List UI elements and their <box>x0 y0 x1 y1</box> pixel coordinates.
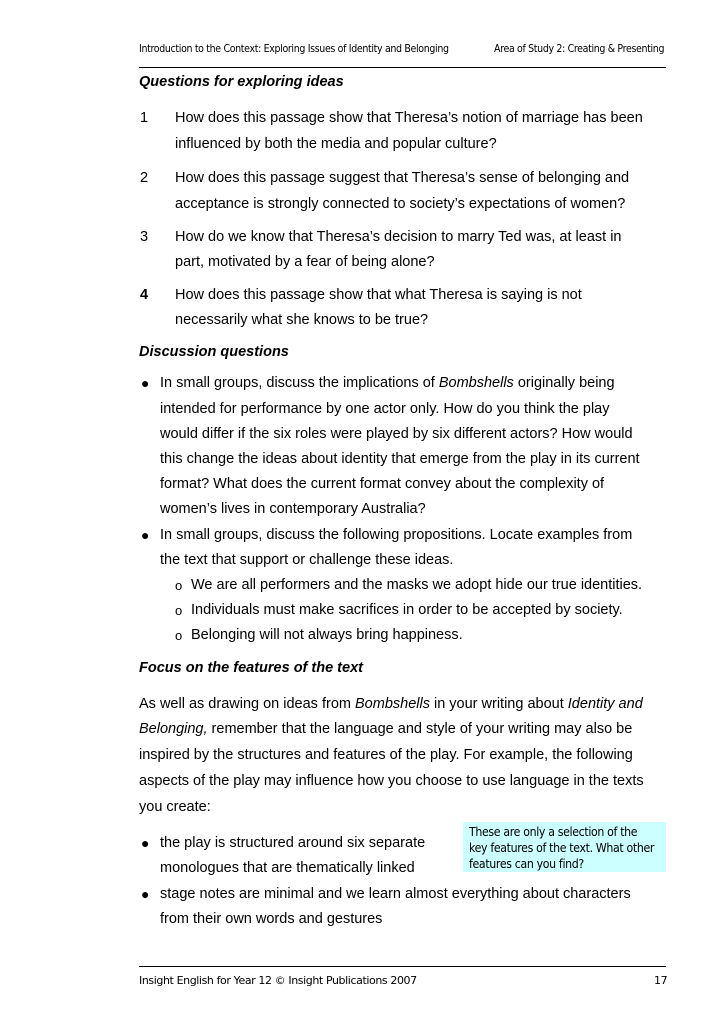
proposition: Belonging will not always bring happiness. <box>191 627 463 643</box>
question-text: necessarily what she knows to be true? <box>175 312 429 328</box>
discussion-item-1 <box>160 375 615 391</box>
discussion-heading: Discussion questions <box>139 344 289 360</box>
footer-rule <box>139 966 666 967</box>
discussion-line: format? What does the current format convey about the complexity of <box>160 476 605 492</box>
question-text: How does this passage show that Theresa’s notion of marriage has been <box>175 110 643 126</box>
bullet-icon: ● <box>141 835 150 851</box>
running-header-left: Introduction to the Context: Exploring Issues of Identity and Belonging <box>139 42 449 55</box>
discussion-line: this change the ideas about identity that emerge from the play in its current <box>160 451 640 467</box>
page-number: 17 <box>654 974 668 987</box>
features-paragraph-line <box>139 696 643 712</box>
bullet-icon: ● <box>141 527 150 543</box>
topic-title: Identity and <box>567 696 643 712</box>
text-run: in your writing about <box>429 696 568 712</box>
question-number: 3 <box>140 229 149 245</box>
header-rule <box>139 67 666 68</box>
topic-title: Belonging, <box>139 721 208 737</box>
play-title: Bombshells <box>355 696 430 712</box>
play-title: Bombshells <box>438 375 514 391</box>
question-number: 1 <box>140 110 149 126</box>
discussion-line: the text that support or challenge these ideas. <box>160 552 454 568</box>
circle-bullet-icon: o <box>175 578 183 593</box>
callout-line: features can you find? <box>469 856 584 871</box>
question-text: How does this passage show that what Theresa is saying is not <box>175 287 582 303</box>
feature-line: monologues that are thematically linked <box>160 860 415 876</box>
footer-copyright: Insight English for Year 12 © Insight Publications 2007 <box>139 974 417 987</box>
question-text: acceptance is strongly connected to society’s expectations of women? <box>175 196 626 212</box>
questions-heading: Questions for exploring ideas <box>139 74 344 90</box>
features-heading: Focus on the features of the text <box>139 660 363 676</box>
text-run: remember that the language and style of your writing may also be <box>207 721 633 737</box>
discussion-line: women’s lives in contemporary Australia? <box>160 501 426 517</box>
discussion-line: would differ if the six roles were played by six different actors? How would <box>160 426 633 442</box>
features-paragraph-line: inspired by the structures and features of the play. For example, the following <box>139 747 633 763</box>
circle-bullet-icon: o <box>175 628 183 643</box>
question-text: How do we know that Theresa’s decision to marry Ted was, at least in <box>175 229 622 245</box>
feature-item: the play is structured around six separate <box>160 835 426 851</box>
features-paragraph-line: you create: <box>139 799 211 815</box>
proposition: We are all performers and the masks we adopt hide our true identities. <box>191 577 643 593</box>
question-text: How does this passage suggest that Theresa’s sense of belonging and <box>175 170 630 186</box>
features-paragraph-line <box>139 721 632 737</box>
callout-line: These are only a selection of the <box>469 824 638 839</box>
discussion-line: intended for performance by one actor only. How do you think the play <box>160 401 610 417</box>
text-run: As well as drawing on ideas from <box>139 696 355 712</box>
running-header-right: Area of Study 2: Creating & Presenting <box>494 42 665 55</box>
text-run: In small groups, discuss the implications of <box>160 375 439 391</box>
callout-box <box>463 822 666 872</box>
proposition: Individuals must make sacrifices in order to be accepted by society. <box>191 602 623 618</box>
bullet-icon: ● <box>141 375 150 391</box>
bullet-icon: ● <box>141 886 150 902</box>
discussion-item-2: In small groups, discuss the following propositions. Locate examples from <box>160 527 633 543</box>
features-paragraph-line: aspects of the play may influence how you choose to use language in the texts <box>139 773 644 789</box>
question-text: part, motivated by a fear of being alone? <box>175 254 435 270</box>
question-number: 4 <box>140 287 149 303</box>
feature-item: stage notes are minimal and we learn almost everything about characters <box>160 886 631 902</box>
feature-line: from their own words and gestures <box>160 911 383 927</box>
circle-bullet-icon: o <box>175 603 183 618</box>
callout-line: key features of the text. What other <box>469 840 655 855</box>
text-run: originally being <box>513 375 615 391</box>
question-text: influenced by both the media and popular culture? <box>175 136 497 152</box>
question-number: 2 <box>140 170 149 186</box>
